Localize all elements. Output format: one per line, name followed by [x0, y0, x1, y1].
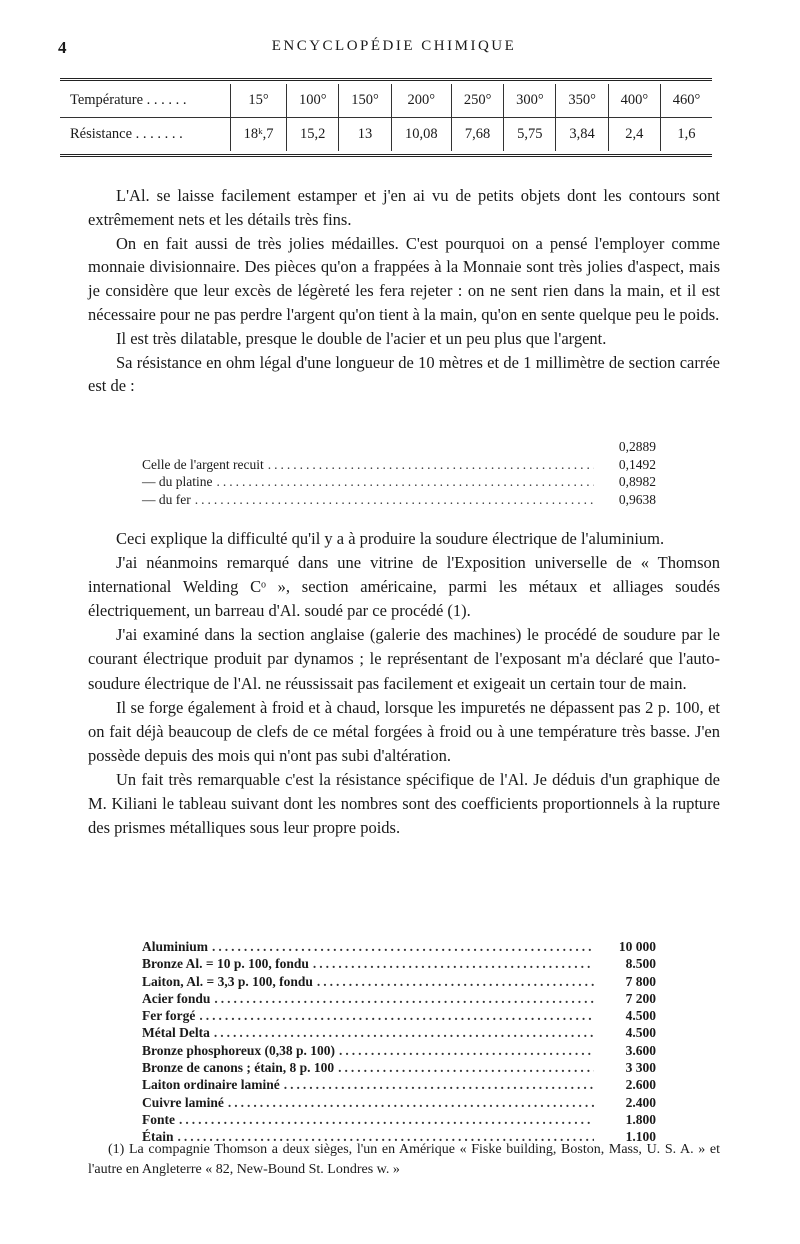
list-item-value: 0,9638: [618, 491, 656, 507]
table-cell: 15,2: [287, 118, 339, 152]
dot-leader: [212, 938, 594, 955]
list-item-label: Étain: [142, 1129, 174, 1145]
list-item-value: 2.600: [625, 1077, 656, 1093]
list-item-value: 1.100: [625, 1129, 656, 1145]
list-item-value: 0,2889: [618, 439, 656, 454]
list-item-value: 0,1492: [618, 456, 656, 472]
paragraph: Il est très dilatable, presque le double de l'acier et un peu plus que l'argent.: [116, 328, 607, 348]
paragraph: Un fait très remarquable c'est la résistance spécifique de l'Al. Je déduis d'un graphique de M. Kiliani le tableau suivant dont les nombres sont des coefficients proportionnels à la rupture des prismes métalliques sous leur propre poids.: [88, 769, 720, 838]
list-item-value: 7 200: [625, 990, 656, 1006]
table-cell: 13: [339, 118, 391, 152]
list-item: [142, 1111, 656, 1128]
paragraph: Ceci explique la difficulté qu'il y a à produire la soudure électrique de l'aluminium.: [116, 529, 665, 548]
list-item-value: 4.500: [625, 1008, 656, 1024]
dot-leader: [214, 990, 594, 1007]
table-cell: 2,4: [608, 118, 660, 152]
list-item-value: 0,8982: [618, 474, 656, 489]
table-cell: 7,68: [451, 118, 503, 152]
table-cell: 1,6: [660, 118, 712, 152]
list-item-value: 1.800: [625, 1111, 656, 1127]
dot-leader: [268, 456, 594, 474]
list-item-label: Laiton, Al. = 3,3 p. 100, fondu: [142, 973, 313, 989]
row-label: Résistance . . . . . . .: [70, 126, 183, 142]
list-item-label: Fonte: [142, 1111, 175, 1127]
table-cell: 100°: [287, 84, 339, 118]
temperature-resistance-table: [60, 78, 712, 157]
running-title: ENCYCLOPÉDIE CHIMIQUE: [271, 38, 517, 54]
list-item-label: — du fer: [142, 491, 191, 507]
dot-leader: [214, 1024, 594, 1041]
list-item-label: Bronze Al. = 10 p. 100, fondu: [142, 956, 309, 972]
list-item: [142, 473, 656, 491]
dot-leader: [339, 1042, 594, 1059]
table-cell: 15°: [231, 84, 287, 118]
dot-leader: [179, 1111, 594, 1128]
list-item-label: Cuivre laminé: [142, 1094, 224, 1110]
list-item: [142, 1076, 656, 1093]
list-item-label: Bronze de canons ; étain, 8 p. 100: [142, 1060, 335, 1076]
table-cell: 350°: [556, 84, 608, 118]
dot-leader: [195, 491, 594, 509]
row-label: Température . . . . . .: [60, 84, 231, 118]
list-item: [142, 1042, 656, 1059]
table-row-temperature: [60, 84, 712, 118]
table-cell: 150°: [339, 84, 391, 118]
paragraph: J'ai néanmoins remarqué dans une vitrine de l'Exposition universelle de « Thomson international Welding Cᵒ », section américaine, parmi les métaux et alliages soudés électriquement, un barreau d'Al. soudé par ce procédé (1).: [88, 553, 720, 621]
body-text-top: [88, 184, 720, 398]
dot-leader: [338, 1059, 594, 1076]
list-item: [142, 491, 656, 509]
list-item: [142, 990, 656, 1007]
table-cell: 250°: [451, 84, 503, 118]
list-item-value: 10 000: [618, 939, 656, 954]
paragraph: J'ai examiné dans la section anglaise (galerie des machines) le procédé de soudure par le courant électrique produit par dynamos ; le représentant de l'exposant m'a déclaré que l'auto-soudure électrique de l'Al. ne réussissait pas facilement et exigeait un certain tour de main.: [88, 625, 720, 693]
table-cell: 460°: [660, 84, 712, 118]
list-item-label: Fer forgé: [142, 1008, 196, 1024]
list-item: [142, 938, 656, 955]
dot-leader: [284, 1076, 594, 1093]
dot-leader: [317, 973, 594, 990]
list-item-label: Acier fondu: [142, 990, 211, 1006]
table-cell: 10,08: [391, 118, 451, 152]
list-item: [142, 438, 656, 456]
footnote: [88, 1140, 720, 1180]
list-item-value: 3.600: [625, 1042, 656, 1058]
list-item: [142, 955, 656, 972]
list-item: [142, 1024, 656, 1041]
dot-leader: [199, 1007, 594, 1024]
list-item: [142, 1059, 656, 1076]
paragraph: On en fait aussi de très jolies médailles. C'est pourquoi on a pensé l'employer comme monnaie divisionnaire. Des pièces qu'on a frappées à la Monnaie sont très jolies d'aspect, mais je considère que leur excès de légèreté les fera rejeter : on ne sent rien dans la main, et il est nécessaire pour ne pas perdre l'argent qu'on tient à la main, qu'on en sente quelque peu le poids.: [88, 233, 720, 324]
list-item-label: Aluminium: [142, 939, 209, 954]
table-cell: 200°: [391, 84, 451, 118]
page-number: 4: [58, 38, 67, 57]
list-item-value: 3 300: [625, 1060, 656, 1076]
table-cell: 5,75: [504, 118, 556, 152]
list-item-label: Laiton ordinaire laminé: [142, 1077, 280, 1093]
list-item: [142, 973, 656, 990]
table-cell: 400°: [608, 84, 660, 118]
footnote-text: (1) La compagnie Thomson a deux sièges, l'un en Amérique « Fiske building, Boston, Mass, U. S. A. » et l'autre en Angleterre « 82, New-Bound St. Londres w. »: [88, 1142, 720, 1177]
list-item: [142, 1007, 656, 1024]
resistance-list: [142, 438, 656, 508]
list-item-value: 8.500: [625, 956, 656, 972]
dot-leader: [313, 955, 594, 972]
paragraph: L'Al. se laisse facilement estamper et j'en ai vu de petits objets dont les contours sont extrêmement nets et les détails très fins.: [88, 186, 720, 229]
list-item-value: 7 800: [625, 973, 656, 989]
list-item-label: Celle de l'argent recuit: [142, 456, 264, 472]
list-item-label: Bronze phosphoreux (0,38 p. 100): [142, 1042, 336, 1058]
list-item-label: — du platine: [142, 474, 213, 489]
body-text-middle: [88, 527, 720, 840]
dot-leader: [228, 1094, 594, 1111]
list-item-value: 2.400: [625, 1094, 656, 1110]
table-cell: 300°: [504, 84, 556, 118]
list-item-label: Métal Delta: [142, 1025, 210, 1041]
paragraph: Il se forge également à froid et à chaud, lorsque les impuretés ne dépassent pas 2 p. 100, et on fait déjà beaucoup de clefs de ce métal forgées à froid ou à une température très basse. J'en possède depuis des mois qui n'ont pas subi d'altération.: [88, 697, 720, 765]
list-item: [142, 1094, 656, 1111]
list-item: [142, 456, 656, 474]
table-cell: 18ᵏ,7: [231, 118, 287, 152]
paragraph: Sa résistance en ohm légal d'une longueur de 10 mètres et de 1 millimètre de section carrée est de :: [88, 352, 720, 396]
table-row-resistance: [60, 118, 712, 152]
list-item-value: 4.500: [625, 1025, 656, 1041]
dot-leader: [217, 473, 595, 491]
table-cell: 3,84: [556, 118, 608, 152]
running-header: [58, 38, 730, 64]
rupture-coefficient-list: [142, 938, 656, 1146]
